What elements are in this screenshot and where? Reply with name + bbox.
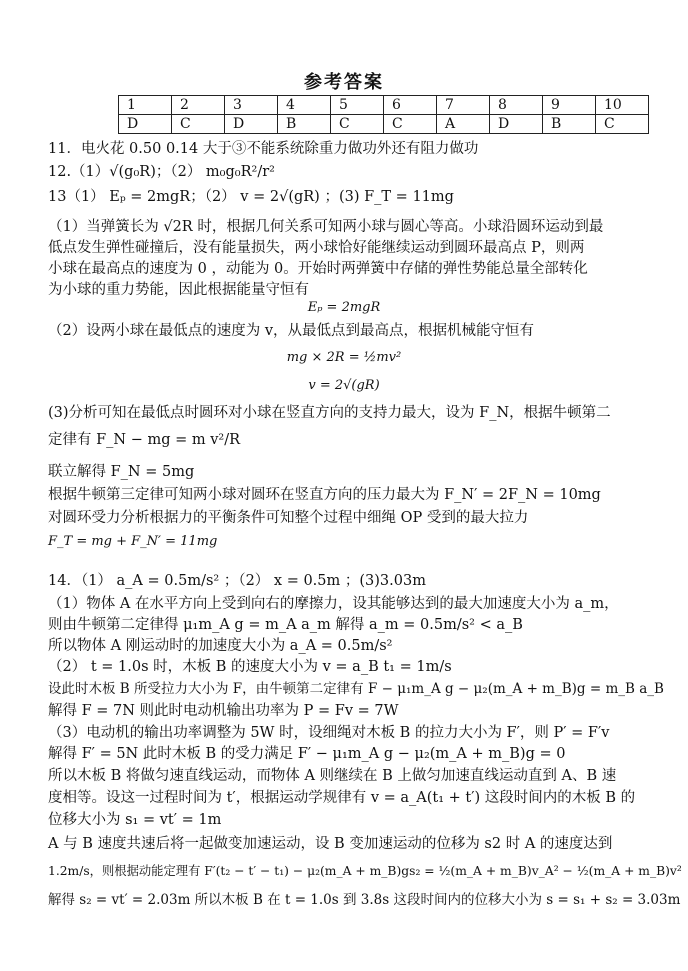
table-cell: 8 [490,96,543,115]
text-line: (3)分析可知在最低点时圆环对小球在竖直方向的支持力最大，设为 F_N，根据牛顿第二 [48,405,611,421]
table-cell: 9 [543,96,596,115]
text-line: 解得 s₂ = vt′ = 2.03m 所以木板 B 在 t = 1.0s 到 3.8s 这段时间内的位移大小为 s = s₁ + s₂ = 3.03m [48,892,681,908]
answer-line-12: 12.（1）√(g₀R)；（2） m₀g₀R²/r² [48,164,275,180]
table-cell: 1 [119,96,172,115]
text-line: 所以木板 B 将做匀速直线运动，而物体 A 则继续在 B 上做匀加速直线运动直到 A、B 速 [48,768,617,784]
table-cell: B [543,115,596,134]
text-line: （1）物体 A 在水平方向上受到向右的摩擦力，设其能够达到的最大加速度大小为 a_m， [48,596,619,612]
text-line: 解得 F = 7N 则此时电动机输出功率为 P = Fv = 7W [48,703,399,719]
page-title: 参考答案 [304,72,384,93]
equation: Eₚ = 2mgR [307,300,381,315]
table-cell: D [119,115,172,134]
answer-table-number-row [119,96,649,115]
text-line: 位移大小为 s₁ = vt′ = 1m [48,812,222,828]
table-cell: C [384,115,437,134]
text-line: 所以物体 A 刚运动时的加速度大小为 a_A = 0.5m/s² [48,638,393,654]
text-line: 低点发生弹性碰撞后，没有能量损失，两小球恰好能继续运动到圆环最高点 P，则两 [48,240,585,256]
equation: v = 2√(gR) [308,378,380,393]
table-cell: 2 [172,96,225,115]
text-line: 1.2m/s，则根据动能定理有 F′(t₂ − t′ − t₁) − μ₂(m_A + m_B)gs₂ = ½(m_A + m_B)v_A² − ½(m_A + m_B)v² [48,863,682,878]
answer-line-13: 13（1） Eₚ = 2mgR；（2） v = 2√(gR) ；(3) F_T = 11mg [48,189,454,205]
equation: F_T = mg + F_N′ = 11mg [48,534,218,549]
text-line: （3）电动机的输出功率调整为 5W 时，设细绳对木板 B 的拉力大小为 F′，则 P′ = F′v [48,725,610,741]
text-line: 度相等。设这一过程时间为 t′，根据运动学规律有 v = a_A(t₁ + t′) 这段时间内的木板 B 的 [48,790,636,806]
table-cell: D [490,115,543,134]
text-line: 联立解得 F_N = 5mg [48,464,195,480]
text-line: （2） t = 1.0s 时，木板 B 的速度大小为 v = a_B t₁ = 1m/s [48,659,452,675]
text-line: 设此时木板 B 所受拉力大小为 F，由牛顿第二定律有 F − μ₁m_A g − μ₂(m_A + m_B)g = m_B a_B [48,681,664,697]
table-cell: 5 [331,96,384,115]
text-line: 定律有 F_N − mg = m v²/R [48,432,241,448]
answer-line-11: 11．电火花 0.50 0.14 大于③不能系统除重力做功外还有阻力做功 [48,141,479,157]
table-cell: B [278,115,331,134]
table-cell: C [172,115,225,134]
table-cell: D [225,115,278,134]
text-line: 解得 F′ = 5N 此时木板 B 的受力满足 F′ − μ₁m_A g − μ₂(m_A + m_B)g = 0 [48,746,566,762]
text-line: 则由牛顿第二定律得 μ₁m_A g = m_A a_m 解得 a_m = 0.5m/s² < a_B [48,617,523,633]
table-cell: 3 [225,96,278,115]
text-line: A 与 B 速度共速后将一起做变加速运动，设 B 变加速运动的位移为 s2 时 A 的速度达到 [48,836,613,852]
table-cell: C [596,115,649,134]
text-line: （1）当弹簧长为 √2R 时，根据几何关系可知两小球与圆心等高。小球沿圆环运动到最 [48,219,604,235]
text-line: 小球在最高点的速度为 0 ，动能为 0。开始时两弹簧中存储的弹性势能总量全部转化 [48,261,588,277]
table-cell: 10 [596,96,649,115]
equation: mg × 2R = ½mv² [286,350,402,365]
table-cell: 6 [384,96,437,115]
answer-table [118,95,649,134]
answer-table-answer-row [119,115,649,134]
table-cell: 7 [437,96,490,115]
text-line: 根据牛顿第三定律可知两小球对圆环在竖直方向的压力最大为 F_N′ = 2F_N = 10mg [48,487,601,503]
text-line: （2）设两小球在最低点的速度为 v，从最低点到最高点，根据机械能守恒有 [48,323,535,339]
text-line: 对圆环受力分析根据力的平衡条件可知整个过程中细绳 OP 受到的最大拉力 [48,510,529,526]
table-cell: 4 [278,96,331,115]
table-cell: C [331,115,384,134]
answer-line-14: 14．（1） a_A = 0.5m/s² ；（2） x = 0.5m ；(3)3.03m [48,573,426,589]
table-cell: A [437,115,490,134]
text-line: 为小球的重力势能，因此根据能量守恒有 [48,282,309,298]
